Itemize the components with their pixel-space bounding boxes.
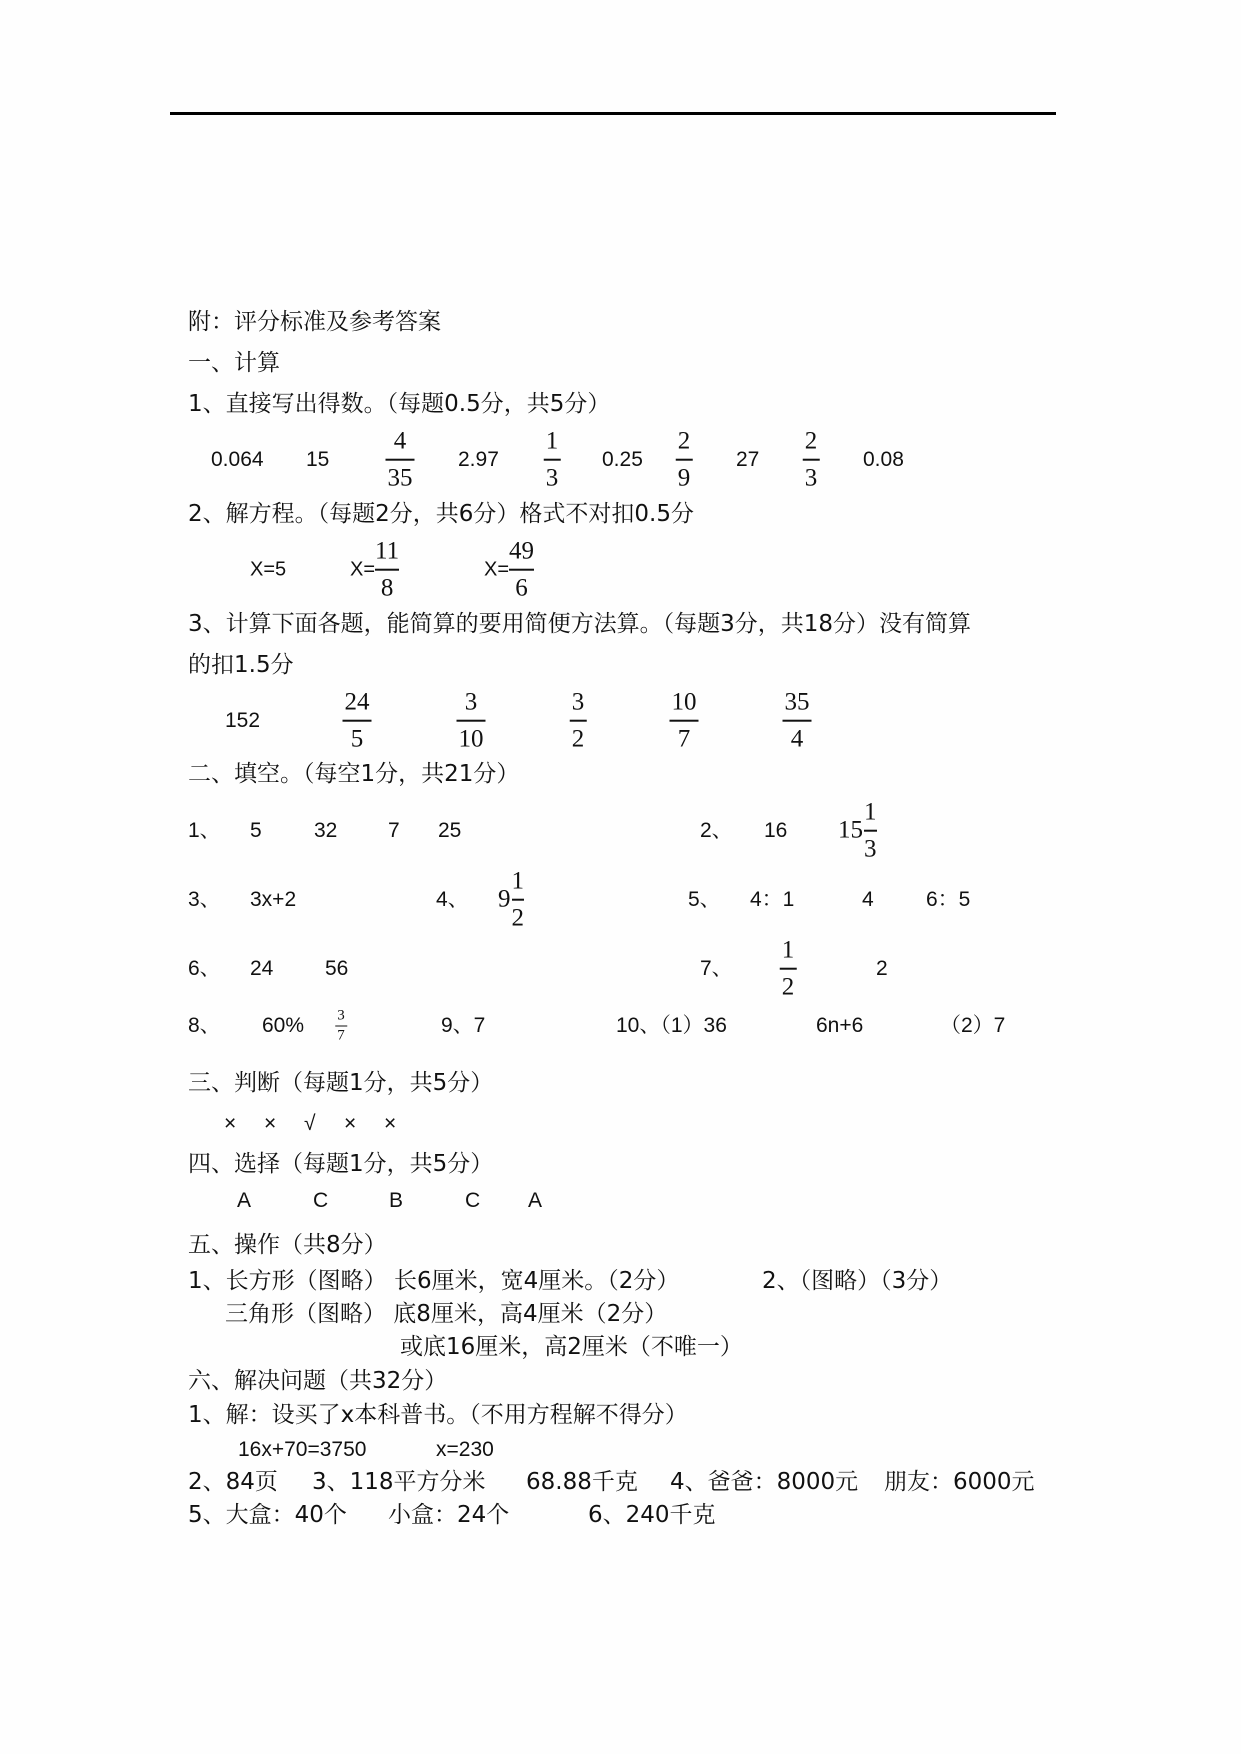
fill-q9: 9、7 <box>441 1014 486 1037</box>
mixed-fraction-answer: 15 1 3 <box>838 798 877 863</box>
fill-q4-label: 4、 <box>436 888 469 911</box>
fill-q2-label: 2、 <box>700 819 733 842</box>
op-line-1b: 2、（图略）（3分） <box>762 1268 953 1294</box>
fraction-answer: 24 5 <box>344 688 370 753</box>
fraction-answer: 2 3 <box>804 427 818 492</box>
answer: 56 <box>325 957 349 980</box>
answer: 32 <box>314 819 338 842</box>
answer: 6：5 <box>926 888 971 911</box>
answer: A <box>528 1189 543 1212</box>
answer: C <box>313 1189 329 1212</box>
answer: 0.064 <box>211 448 264 471</box>
q1-label: 1、直接写出得数。（每题0.5分，共5分） <box>188 391 611 417</box>
prob-q5b: 小盒：24个 <box>388 1502 510 1528</box>
cross-mark: × <box>264 1112 277 1135</box>
fraction-answer: 1 3 <box>545 427 559 492</box>
prob-q2: 2、84页 <box>188 1469 278 1495</box>
fraction-answer: 3 7 <box>337 1007 345 1044</box>
answer: 27 <box>736 448 760 471</box>
fraction-answer: X= 11 8 <box>350 537 400 602</box>
section-5-heading: 五、操作（共8分） <box>188 1232 387 1258</box>
page-title: 附：评分标准及参考答案 <box>188 309 441 335</box>
prob-q4a: 4、爸爸：8000元 <box>670 1469 859 1495</box>
prob-q1: 1、解：设买了x本科普书。（不用方程解不得分） <box>188 1402 688 1428</box>
answer: 7 <box>388 819 400 842</box>
answer: 3x+2 <box>250 888 297 911</box>
header-rule <box>170 112 1056 115</box>
q3-label-cont: 的扣1.5分 <box>188 652 294 678</box>
answer: A <box>237 1189 252 1212</box>
section-2-heading: 二、填空。（每空1分，共21分） <box>188 761 520 787</box>
answer: 60% <box>262 1014 305 1037</box>
answer: 0.08 <box>863 448 904 471</box>
answer: 16 <box>764 819 788 842</box>
mixed-fraction-answer: 9 1 2 <box>498 867 524 932</box>
answer: 4：1 <box>750 888 795 911</box>
q2-label: 2、解方程。（每题2分，共6分）格式不对扣0.5分 <box>188 501 694 527</box>
fill-q3-label: 3、 <box>188 888 221 911</box>
answer: 6n+6 <box>816 1014 864 1037</box>
fraction-answer: 3 2 <box>571 688 585 753</box>
cross-mark: × <box>344 1112 357 1135</box>
fraction-answer: 2 9 <box>677 427 691 492</box>
answer: 152 <box>225 709 261 732</box>
section-1-heading: 一、计算 <box>188 350 280 376</box>
prob-q4b: 朋友：6000元 <box>884 1469 1035 1495</box>
fill-q7-label: 7、 <box>700 957 733 980</box>
prob-q5a: 5、大盒：40个 <box>188 1502 347 1528</box>
answer: 0.25 <box>602 448 643 471</box>
solution: x=230 <box>436 1438 494 1461</box>
answer: 25 <box>438 819 462 842</box>
cross-mark: × <box>224 1112 237 1135</box>
fraction-answer: 3 10 <box>458 688 484 753</box>
op-line-1: 1、长方形（图略） 长6厘米，宽4厘米。（2分） <box>188 1268 680 1294</box>
q3-label: 3、计算下面各题，能简算的要用简便方法算。（每题3分，共18分）没有简算 <box>188 611 972 637</box>
fill-q1-label: 1、 <box>188 819 221 842</box>
fill-q8-label: 8、 <box>188 1014 221 1037</box>
fraction-answer: 35 4 <box>784 688 810 753</box>
answer: X=5 <box>250 558 287 581</box>
section-6-heading: 六、解决问题（共32分） <box>188 1368 448 1394</box>
answer: 5 <box>250 819 262 842</box>
answer: B <box>389 1189 404 1212</box>
answer: 24 <box>250 957 274 980</box>
answer: 4 <box>862 888 874 911</box>
op-line-3: 或底16厘米，高2厘米（不唯一） <box>400 1334 743 1360</box>
fraction-answer: X= 49 6 <box>484 537 535 602</box>
fill-q10: 10、（1）36 <box>616 1014 727 1037</box>
fraction-answer: 1 2 <box>781 936 795 1001</box>
prob-q3a: 3、118平方分米 <box>312 1469 486 1495</box>
fraction-answer: 10 7 <box>671 688 697 753</box>
answer: 15 <box>306 448 330 471</box>
answer: 2 <box>876 957 888 980</box>
prob-q6: 6、240千克 <box>588 1502 716 1528</box>
equation: 16x+70=3750 <box>238 1438 367 1461</box>
prob-q3b: 68.88千克 <box>526 1469 638 1495</box>
check-mark: √ <box>304 1112 316 1135</box>
answer: 2.97 <box>458 448 499 471</box>
answer: C <box>465 1189 481 1212</box>
fill-q6-label: 6、 <box>188 957 221 980</box>
fraction-answer: 4 35 <box>387 427 413 492</box>
cross-mark: × <box>384 1112 397 1135</box>
op-line-2: 三角形（图略） 底8厘米，高4厘米（2分） <box>225 1301 668 1327</box>
answer: （2）7 <box>940 1014 1006 1037</box>
section-3-heading: 三、判断（每题1分，共5分） <box>188 1070 494 1096</box>
fill-q5-label: 5、 <box>688 888 721 911</box>
section-4-heading: 四、选择（每题1分，共5分） <box>188 1151 494 1177</box>
